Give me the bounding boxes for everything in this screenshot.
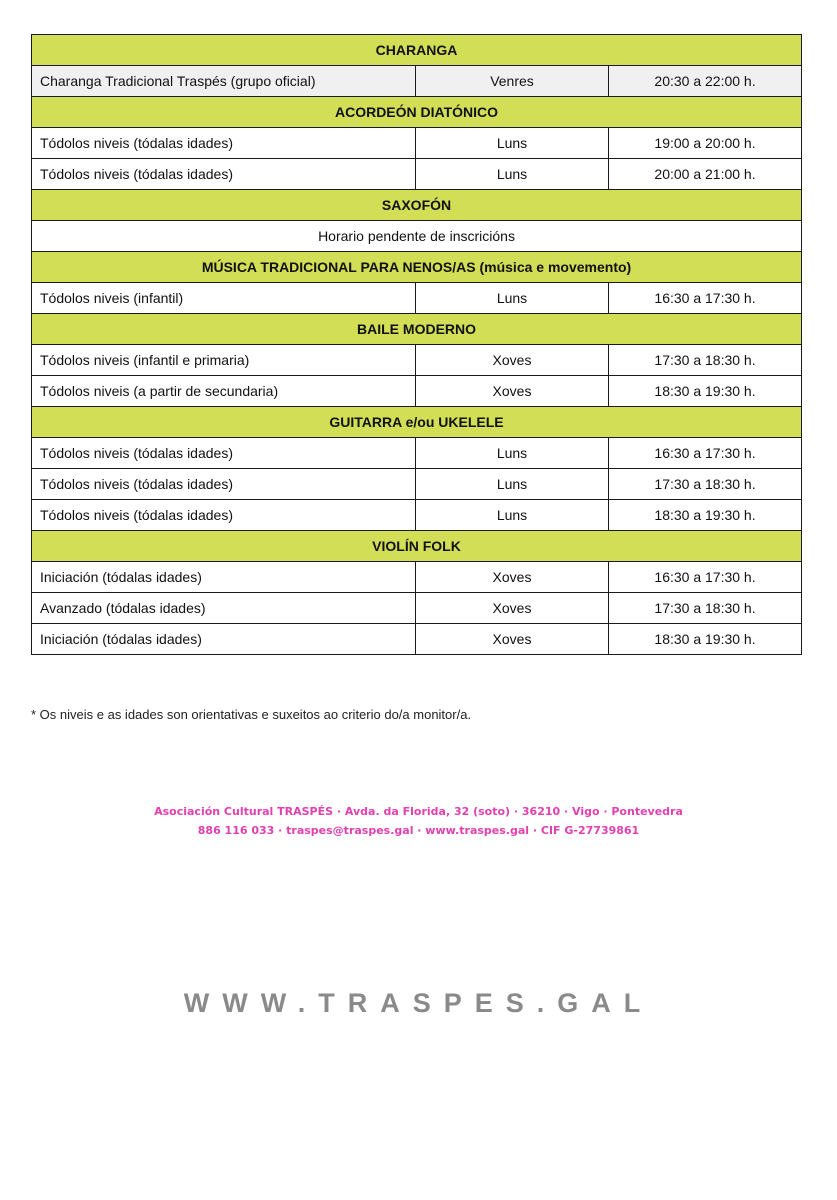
- section-header: [32, 35, 802, 66]
- class-time: 17:30 a 18:30 h.: [609, 469, 802, 500]
- section-title: VIOLÍN FOLK: [32, 531, 802, 562]
- class-day: Xoves: [416, 345, 609, 376]
- section-header: [32, 314, 802, 345]
- class-level: Avanzado (tódalas idades): [32, 593, 416, 624]
- class-level: Tódolos niveis (infantil e primaria): [32, 345, 416, 376]
- contact-details: 886 116 033 · traspes@traspes.gal · www.traspes.gal · CIF G-27739861: [197, 824, 640, 837]
- note-row: [32, 221, 802, 252]
- table-row: [32, 159, 802, 190]
- class-level: Tódolos niveis (tódalas idades): [32, 438, 416, 469]
- section-header: [32, 407, 802, 438]
- table-row: [32, 562, 802, 593]
- table-row: [32, 128, 802, 159]
- table-row: [32, 438, 802, 469]
- section-title: MÚSICA TRADICIONAL PARA NENOS/AS (música e movemento): [32, 252, 802, 283]
- class-day: Luns: [416, 469, 609, 500]
- section-header: [32, 97, 802, 128]
- class-level: Tódolos niveis (tódalas idades): [32, 500, 416, 531]
- class-level: Charanga Tradicional Traspés (grupo oficial): [32, 66, 416, 97]
- section-title: BAILE MODERNO: [32, 314, 802, 345]
- table-row: [32, 283, 802, 314]
- schedule-note: Horario pendente de inscricións: [32, 221, 802, 252]
- class-time: 18:30 a 19:30 h.: [609, 500, 802, 531]
- website-url: WWW.TRASPES.GAL: [183, 988, 654, 1018]
- table-row: [32, 345, 802, 376]
- class-day: Luns: [416, 128, 609, 159]
- section-header: [32, 190, 802, 221]
- table-row: [32, 469, 802, 500]
- class-day: Venres: [416, 66, 609, 97]
- class-day: Luns: [416, 500, 609, 531]
- section-title: GUITARRA e/ou UKELELE: [32, 407, 802, 438]
- section-title: ACORDEÓN DIATÓNICO: [32, 97, 802, 128]
- schedule-table: [31, 34, 802, 655]
- table-row: [32, 376, 802, 407]
- class-level: Tódolos niveis (tódalas idades): [32, 128, 416, 159]
- class-day: Luns: [416, 438, 609, 469]
- class-time: 18:30 a 19:30 h.: [609, 624, 802, 655]
- class-level: Tódolos niveis (tódalas idades): [32, 159, 416, 190]
- class-level: Tódolos niveis (a partir de secundaria): [32, 376, 416, 407]
- class-day: Xoves: [416, 593, 609, 624]
- section-header: [32, 252, 802, 283]
- section-title: CHARANGA: [32, 35, 802, 66]
- class-day: Luns: [416, 283, 609, 314]
- section-header: [32, 531, 802, 562]
- class-time: 17:30 a 18:30 h.: [609, 593, 802, 624]
- class-level: Iniciación (tódalas idades): [32, 562, 416, 593]
- class-day: Xoves: [416, 624, 609, 655]
- class-time: 16:30 a 17:30 h.: [609, 283, 802, 314]
- section-title: SAXOFÓN: [32, 190, 802, 221]
- footnote: * Os niveis e as idades son orientativas e suxeitos ao criterio do/a monitor/a.: [31, 707, 472, 722]
- class-time: 16:30 a 17:30 h.: [609, 562, 802, 593]
- contact-address: Asociación Cultural TRASPÉS · Avda. da Florida, 32 (soto) · 36210 · Vigo · Pontevedra: [154, 805, 683, 818]
- class-day: Xoves: [416, 562, 609, 593]
- table-row: [32, 500, 802, 531]
- class-time: 20:30 a 22:00 h.: [609, 66, 802, 97]
- table-row: [32, 66, 802, 97]
- class-day: Xoves: [416, 376, 609, 407]
- class-level: Tódolos niveis (infantil): [32, 283, 416, 314]
- table-row: [32, 593, 802, 624]
- class-time: 19:00 a 20:00 h.: [609, 128, 802, 159]
- class-time: 18:30 a 19:30 h.: [609, 376, 802, 407]
- class-time: 17:30 a 18:30 h.: [609, 345, 802, 376]
- class-level: Iniciación (tódalas idades): [32, 624, 416, 655]
- class-time: 20:00 a 21:00 h.: [609, 159, 802, 190]
- class-level: Tódolos niveis (tódalas idades): [32, 469, 416, 500]
- class-time: 16:30 a 17:30 h.: [609, 438, 802, 469]
- table-row: [32, 624, 802, 655]
- class-day: Luns: [416, 159, 609, 190]
